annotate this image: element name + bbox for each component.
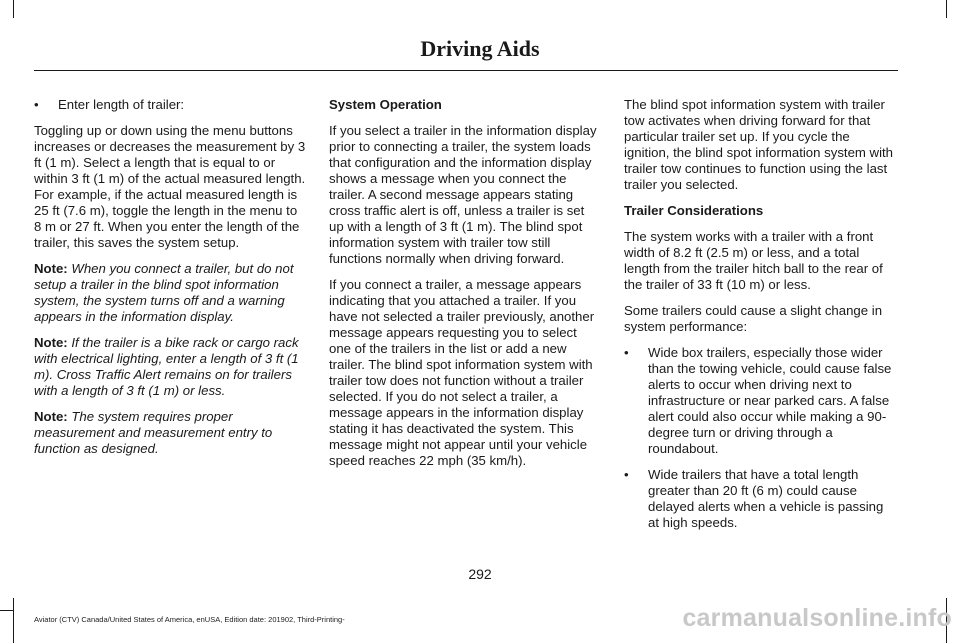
page-title: Driving Aids (420, 36, 540, 61)
paragraph: Some trailers could cause a slight change in system performance: (624, 303, 883, 334)
page-number: 292 (468, 566, 492, 582)
crop-mark-top-left (13, 0, 14, 18)
bullet-text: Wide box trailers, especially those wider than the towing vehicle, could cause false alerts to occur when driving next to infrastructure or near parked cars. A false alert could also occur while making a 90-degree turn or driving through a roundabout. (648, 345, 892, 456)
section-heading: Trailer Considerations (624, 203, 764, 218)
crop-mark-top-right (946, 0, 947, 18)
paragraph: The blind spot information system with trailer tow activates when driving forward for that particular trailer set up. If you cycle the ignition, the blind spot information system with trailer tow continues to function using the last trailer you selected. (624, 97, 894, 192)
note-label: Note: (34, 261, 68, 276)
column-1 (34, 97, 306, 467)
section-heading: System Operation (329, 97, 442, 112)
footer-text: Aviator (CTV) Canada/United States of America, enUSA, Edition date: 201902, Third-Printing- (34, 615, 345, 624)
column-2 (329, 97, 601, 479)
note (34, 335, 306, 399)
bullet-text: Enter length of trailer: (58, 97, 185, 112)
bullet-symbol: • (624, 467, 629, 482)
column-3 (624, 97, 896, 541)
note-text: When you connect a trailer, but do not setup a trailer in the blind spot information system, the system turns off and a warning appears in the information display. (34, 261, 294, 324)
note (34, 261, 306, 325)
paragraph: Toggling up or down using the menu buttons increases or decreases the measurement by 3 ft (1 m). Select a length that is equal to or within 3 ft (1 m) of the actual measured length. For example, if the actual measured length is 25 ft (7.6 m), toggle the length in the menu to 8 m or 27 ft. When you enter the length of the trailer, this saves the system setup. (34, 123, 306, 250)
bullet-symbol: • (624, 345, 629, 360)
crop-mark-bottom-left-h (0, 610, 13, 611)
bullet-item (34, 97, 306, 113)
note-text: If the trailer is a bike rack or cargo rack with electrical lighting, enter a length of 3 ft (1 m). Cross Traffic Alert remains on for trailers with a length of 3 ft (1 m) or less. (34, 335, 299, 398)
paragraph: If you connect a trailer, a message appears indicating that you attached a trailer. If you have not selected a trailer previously, another message appears requesting you to select one of the trailers in the list or add a new trailer. The blind spot information system with trailer tow does not function without a trailer selected. If you do not select a trailer, a message appears in the information display stating it has deactivated the system. This message might not appear until your vehicle speed reaches 22 mph (35 km/h). (329, 277, 595, 468)
note-text: The system requires proper measurement and measurement entry to function as designed. (34, 409, 273, 456)
bullet-text: Wide trailers that have a total length greater than 20 ft (6 m) could cause delayed alerts when a vehicle is passing at high speeds. (648, 467, 884, 530)
note (34, 409, 306, 457)
note-label: Note: (34, 335, 68, 350)
bullet-item (624, 345, 896, 457)
paragraph: The system works with a trailer with a front width of 8.2 ft (2.5 m) or less, and a total length from the trailer hitch ball to the rear of the trailer of 33 ft (10 m) or less. (624, 229, 883, 292)
bullet-item (624, 467, 896, 531)
header-rule (34, 70, 898, 71)
watermark: carmanualsonline.info (682, 604, 952, 632)
paragraph: If you select a trailer in the information display prior to connecting a trailer, the system loads that configuration and the information display shows a message when you connect the trailer. A second message appears stating cross traffic alert is off, unless a trailer is set up with a length of 3 ft (1 m). The blind spot information system with trailer tow still functions normally when driving forward. (329, 123, 597, 266)
bullet-symbol: • (34, 97, 39, 112)
crop-mark-bottom-left (13, 598, 14, 643)
note-label: Note: (34, 409, 68, 424)
